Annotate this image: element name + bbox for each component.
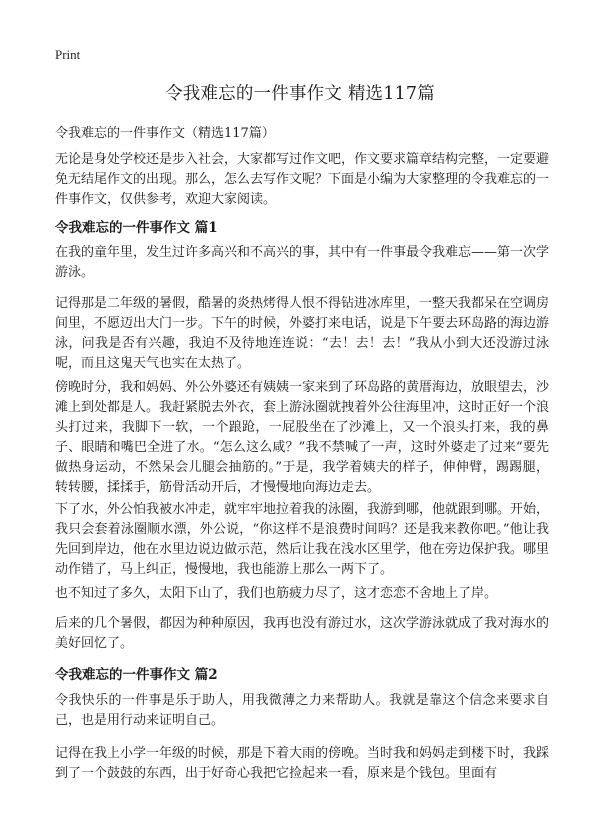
- section-heading-2: 令我难忘的一件事作文 篇2: [55, 667, 218, 683]
- section-1-paragraph: 在我的童年里，发生过许多高兴和不高兴的事，其中有一件事最令我难忘——第一次学游泳。: [55, 245, 550, 280]
- section-1-paragraph: 傍晚时分，我和妈妈、外公外婆还有姨姨一家来到了环岛路的黄厝海边，放眼望去，沙滩上到处都是人。我赶紧脱去外衣，套上游泳圈就拽着外公往海里冲，这时正好一个浪头打过来，我脚下一软，一个踉跄，一屁股坐在了沙滩上，又一个浪头打来，我的鼻子、眼睛和嘴巴全进了水。“怎么这么咸？”我不禁喊了一声，这时外婆走了过来“要先做热身运动，不然呆会儿腿会抽筋的。”于是，我学着姨夫的样子，伸伸臂，踢踢腿，转转腰，揉揉手，筋骨活动开后，才慢慢地向海边走去。: [55, 380, 550, 495]
- document-subtitle: 令我难忘的一件事作文（精选117篇）: [55, 126, 275, 141]
- section-1-paragraph: 记得那是二年级的暑假，酷暑的炎热烤得人恨不得钻进冰库里，一整天我都呆在空调房间里，不愿迈出大门一步。下午的时候，外婆打来电话，说是下午要去环岛路的海边游泳，问我是否有兴趣，我迫不及待地连连说：“去！去！去！”我从小到大还没游过泳呢，而且这鬼天气也实在太热了。: [55, 296, 550, 371]
- intro-paragraph: 无论是身处学校还是步入社会，大家都写过作文吧，作文要求篇章结构完整，一定要避免无结尾作文的出现。那么，怎么去写作文呢？下面是小编为大家整理的令我难忘的一件事作文，仅供参考，欢迎大家阅读。: [55, 152, 550, 207]
- print-link[interactable]: Print: [55, 47, 81, 62]
- section-2-paragraph: 记得在我上小学一年级的时候，那是下着大雨的傍晚。当时我和妈妈走到楼下时，我踩到了一个鼓鼓的东西，出于好奇心我把它捡起来一看，原来是个钱包。里面有: [55, 746, 550, 781]
- document-title: 令我难忘的一件事作文 精选117篇: [165, 84, 435, 104]
- section-1-paragraph: 也不知过了多久，太阳下山了，我们也筋疲力尽了，这才恋恋不舍地上了岸。: [55, 586, 498, 601]
- section-2-paragraph: 令我快乐的一件事是乐于助人，用我微薄之力来帮助人。我就是靠这个信念来要求自己，也是用行动来证明自己。: [55, 693, 549, 728]
- section-1-paragraph: 下了水，外公怕我被水冲走，就牢牢地拉着我的泳圈，我游到哪，他就跟到哪。开始，我只会套着泳圈顺水漂，外公说，“你这样不是浪费时间吗？还是我来教你吧。”他让我先回到岸边，他在水里边说边做示范，然后让我在浅水区里学，他在旁边保护我。哪里动作错了，马上纠正，慢慢地，我也能游上那么一两下了。: [55, 502, 550, 577]
- section-1-paragraph: 后来的几个暑假，都因为种种原因，我再也没有游过水，这次学游泳就成了我对海水的美好回忆了。: [55, 616, 550, 651]
- section-heading-1: 令我难忘的一件事作文 篇1: [55, 220, 218, 236]
